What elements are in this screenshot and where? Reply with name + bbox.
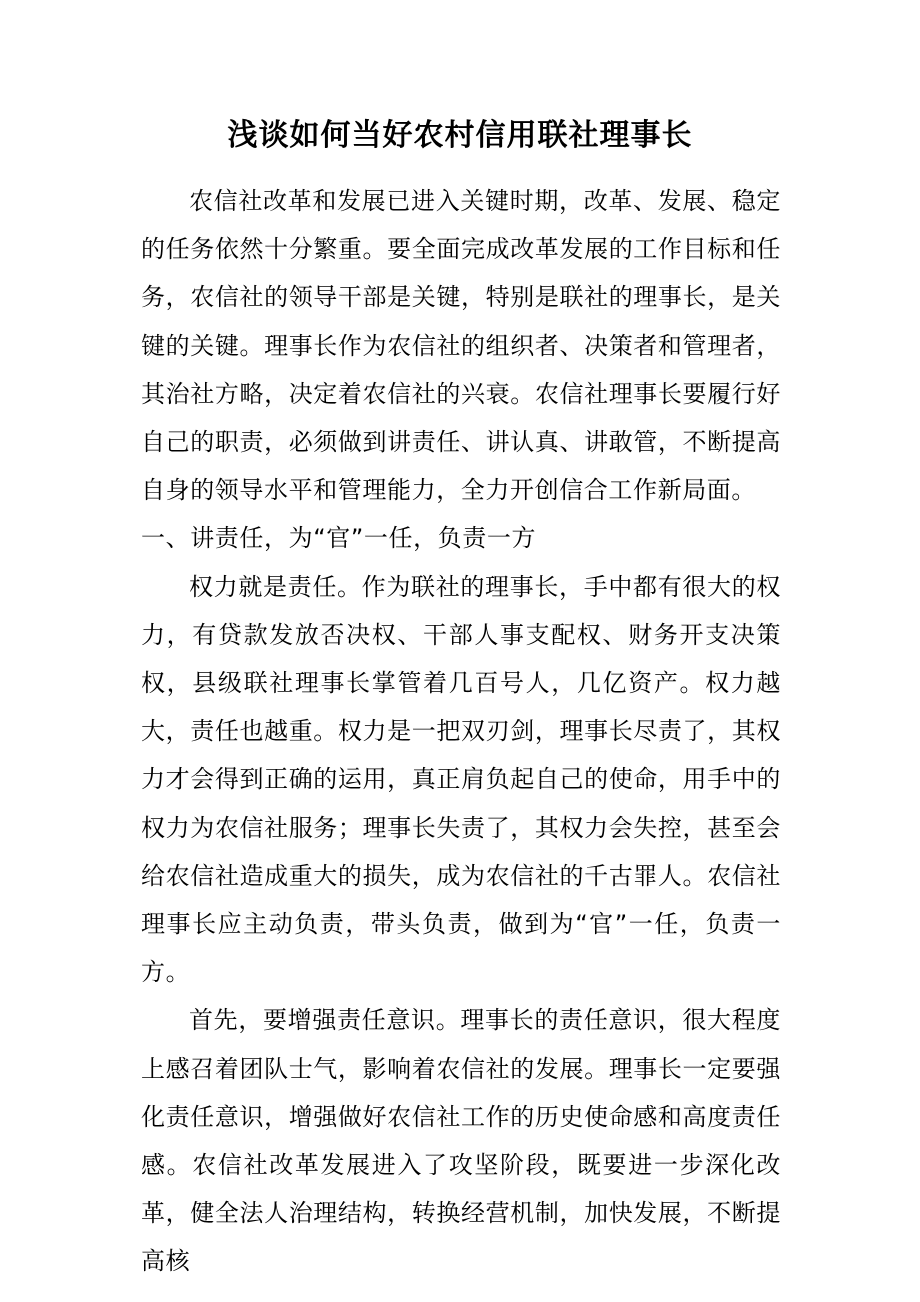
section-heading-1: 一、讲责任，为“官”一任，负责一方 [141, 524, 537, 553]
paragraph-responsibility-awareness: 首先，要增强责任意识。理事长的责任意识，很大程度上感召着团队士气，影响着农信社的发展。理事长一定要强化责任意识，增强做好农信社工作的历史使命感和高度责任感。农信社改革发展进入了攻坚阶段，既要进一步深化改革，健全法人治理结构，转换经营机制，加快发展，不断提高核 [141, 1006, 781, 1276]
document-body [141, 177, 781, 1286]
paragraph-power-responsibility: 权力就是责任。作为联社的理事长，手中都有很大的权力，有贷款发放否决权、干部人事支配权、财务开支决策权，县级联社理事长掌管着几百号人，几亿资产。权力越大，责任也越重。权力是一把双刃剑，理事长尽责了，其权力才会得到正确的运用，真正肩负起自己的使命，用手中的权力为农信社服务；理事长失责了，其权力会失控，甚至会给农信社造成重大的损失，成为农信社的千古罪人。农信社理事长应主动负责，带头负责，做到为“官”一任，负责一方。 [141, 572, 781, 987]
document-title: 浅谈如何当好农村信用联社理事长 [227, 118, 693, 153]
paragraph-intro: 农信社改革和发展已进入关键时期，改革、发展、稳定的任务依然十分繁重。要全面完成改革发展的工作目标和任务，农信社的领导干部是关键，特别是联社的理事长，是关键的关键。理事长作为农信社的组织者、决策者和管理者，其治社方略，决定着农信社的兴衰。农信社理事长要履行好自己的职责，必须做到讲责任、讲认真、讲敢管，不断提高自身的领导水平和管理能力，全力开创信合工作新局面。 [141, 187, 781, 505]
